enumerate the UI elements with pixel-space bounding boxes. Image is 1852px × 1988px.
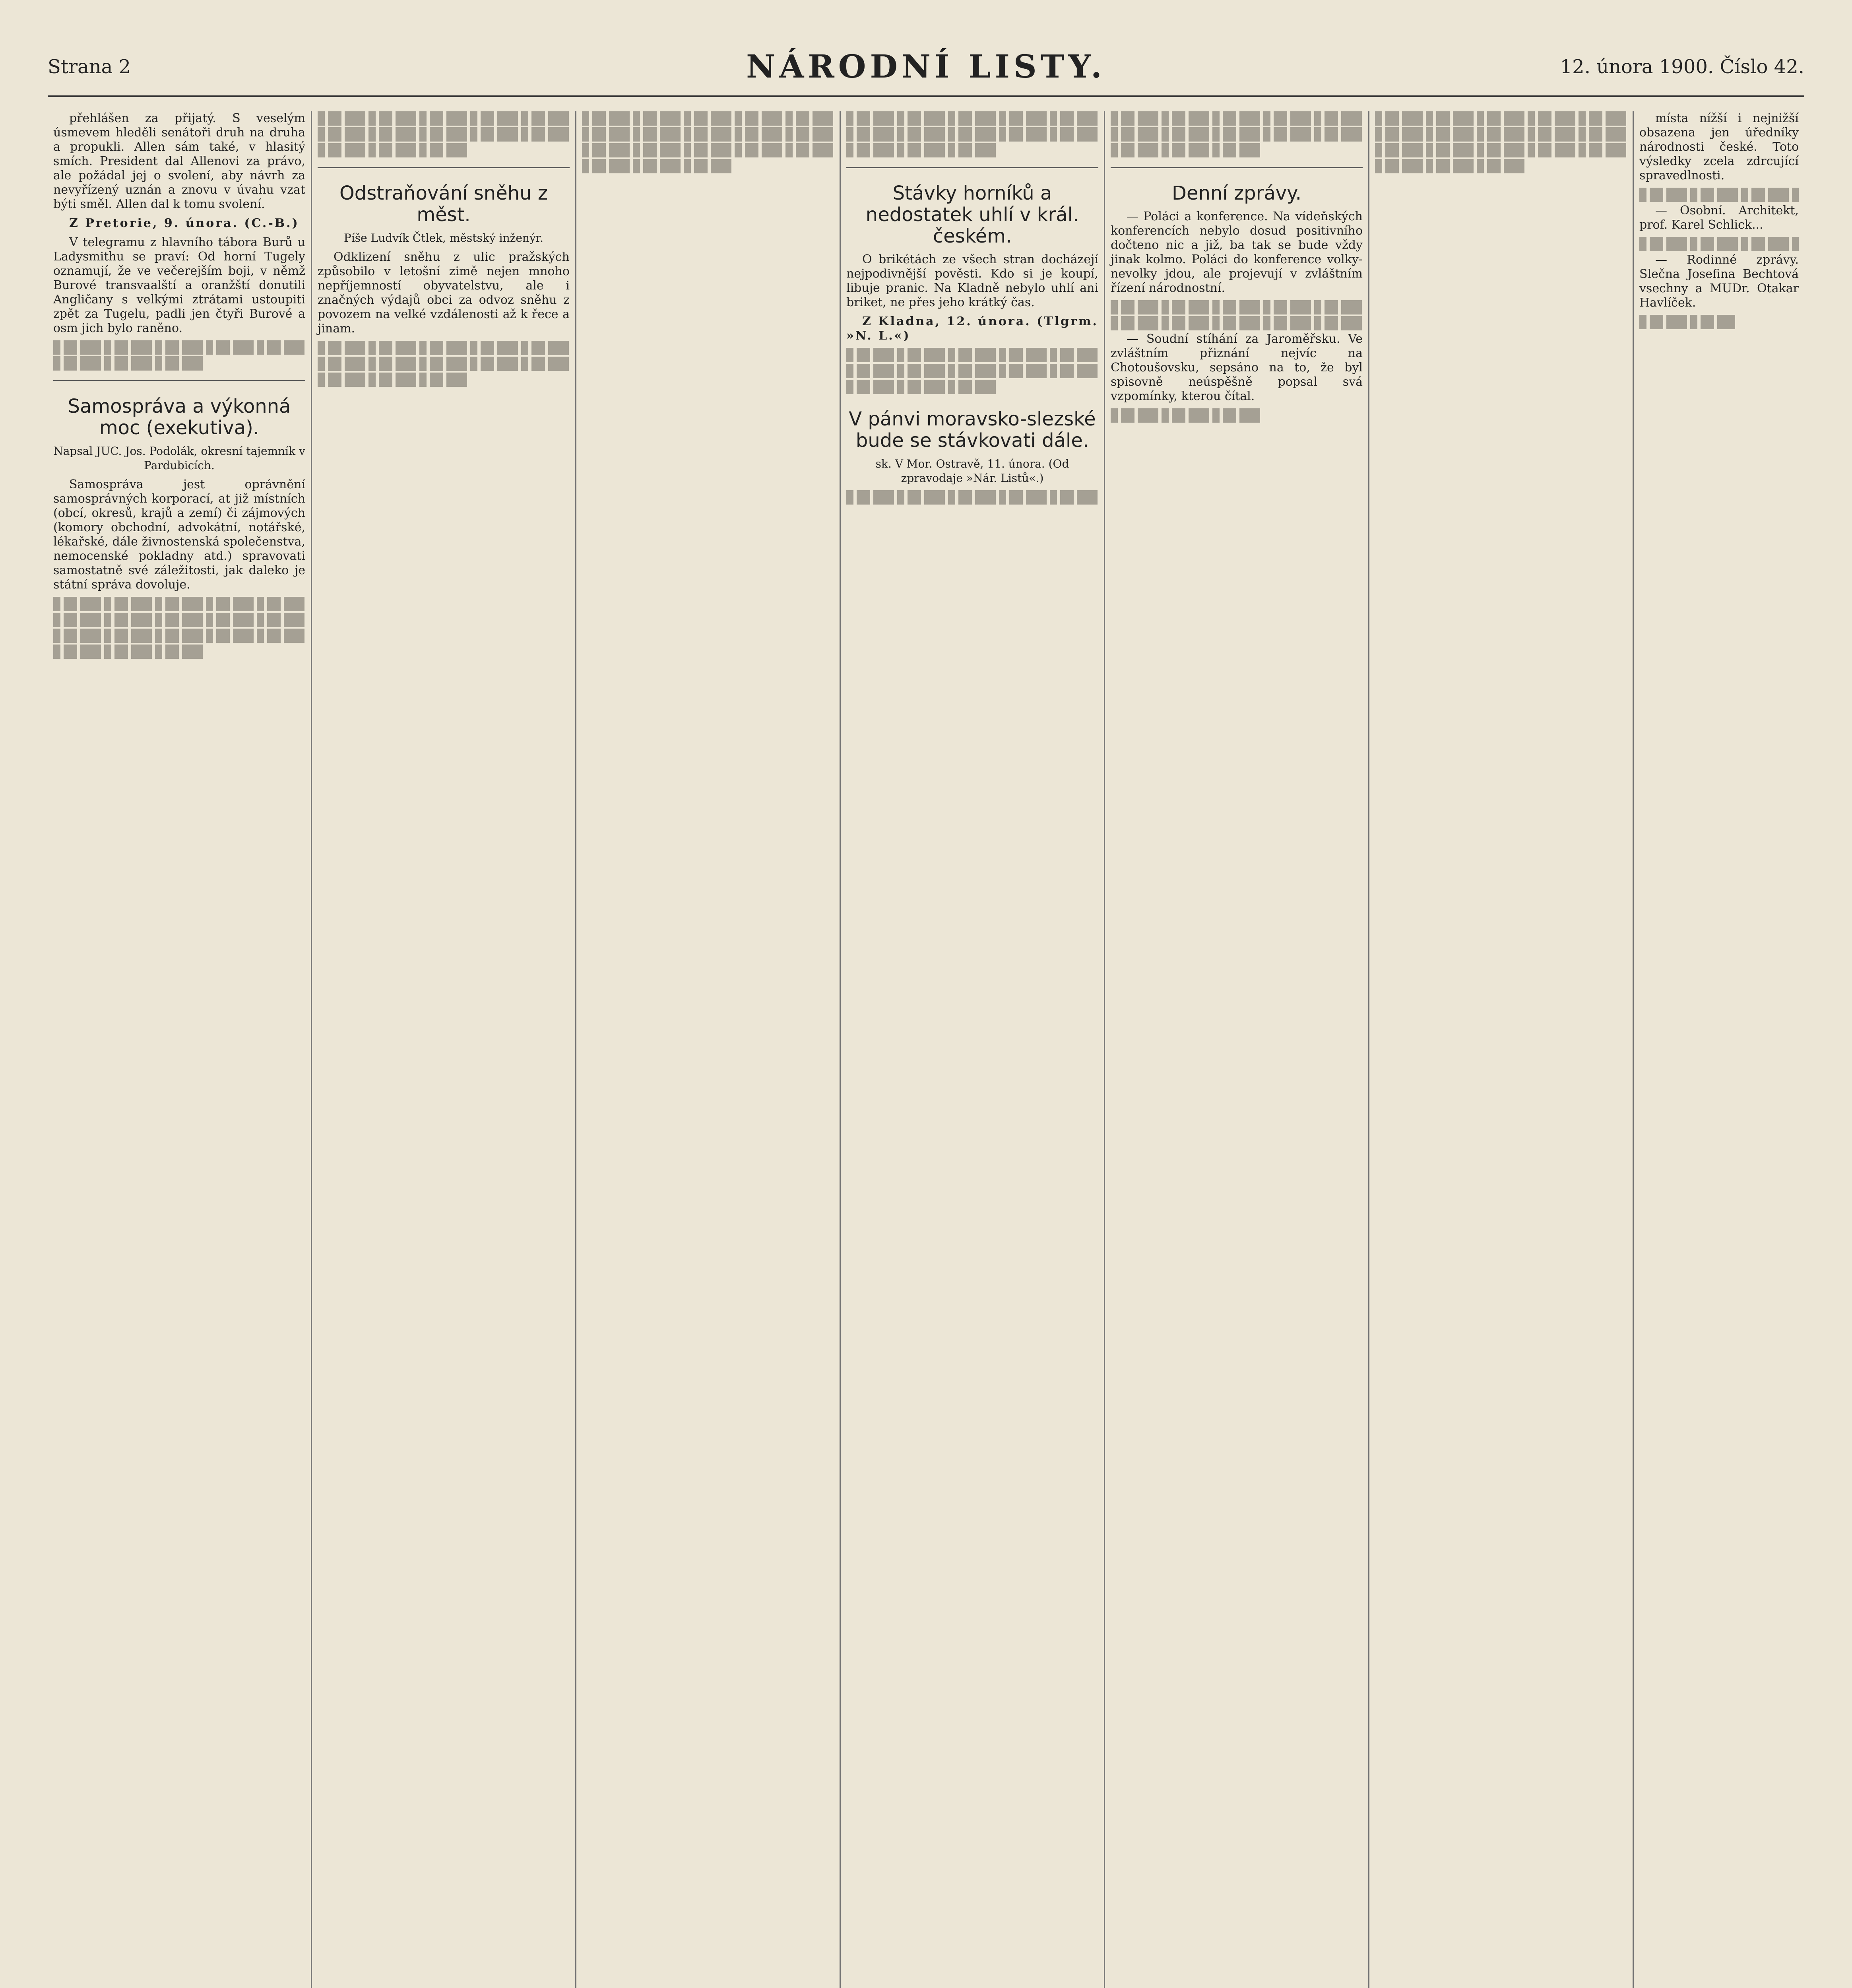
byline: sk. V Mor. Ostravě, 11. února. (Od zpravodaje »Nár. Listů«.) (875, 457, 1069, 485)
text-line (1639, 315, 1735, 329)
article-headline: Denní zprávy. (1172, 182, 1301, 204)
article-text: — Rodinné zprávy. Slečna Josefina Bechtová vsechny a MUDr. Otakar Havlíček. (1639, 253, 1799, 310)
column-4 (841, 111, 1105, 1988)
article-headline: Samospráva a výkonná moc (exekutiva). (68, 395, 291, 439)
article-text: Samospráva jest oprávnění samosprávných korporací, at již místních (obcí, okresů, krajů a zemí) či zájmových (komory obchodní, advokátní, notářské, lékařské, dále živnostenská společenstva, nemocenské pokladny atd.) spravovati samostatně své záležitosti, jak daleko je státní správa dovoluje. (53, 478, 305, 592)
text-line (1375, 111, 1627, 126)
article-text: — Poláci a konference. Na vídeňských konferencích nebylo dosud positivního dočteno nic a již, ba tak se bude vždy jinak kolmo. Poláci do konference volky-nevolky jdou, ale projevují v zvláštním řízení národnostní. (1111, 210, 1363, 295)
column-2 (312, 111, 576, 1988)
text-line (1111, 143, 1262, 157)
text-line (846, 364, 1098, 378)
text-line (318, 127, 570, 142)
text-line (53, 340, 305, 355)
byline: Napsal JUC. Jos. Podolák, okresní tajemník v Pardubicích. (53, 445, 305, 472)
issue-date-number: 12. února 1900. Číslo 42. (1560, 56, 1804, 78)
text-line (582, 143, 834, 157)
text-line (318, 143, 469, 157)
text-line (1375, 159, 1526, 173)
text-line (318, 111, 570, 126)
divider (1111, 167, 1363, 168)
text-line (318, 373, 469, 387)
text-line (1639, 237, 1799, 251)
column-3 (576, 111, 841, 1988)
article-text: V telegramu z hlavního tábora Burů u Ladysmithu se praví: Od horní Tugely oznamují, že ve večerejším boji, v němž Burové transvaalští a oranžští donutili Angličany s velkými ztrátami ustoupiti zpět za Tugelu, padli jen čtyři Burové a osm jich bylo raněno. (53, 235, 305, 335)
text-line (53, 613, 305, 627)
text-line (1111, 111, 1363, 126)
masthead (48, 48, 1804, 97)
column-1 (48, 111, 312, 1988)
text-line (1375, 143, 1627, 157)
text-line (53, 597, 305, 611)
text-line (53, 629, 305, 643)
article-text (846, 315, 1098, 343)
dateline: Z Pretorie, 9. února. (C.-B.) (69, 216, 299, 230)
text-line (1111, 408, 1262, 423)
text-line (582, 111, 834, 126)
text-line (53, 356, 204, 371)
article-text (53, 216, 305, 231)
text-line (1111, 316, 1363, 330)
page-label: Strana 2 (48, 56, 131, 78)
divider (318, 167, 570, 168)
column-5 (1105, 111, 1369, 1988)
column-6 (1369, 111, 1634, 1988)
text-line (1639, 188, 1799, 202)
text-line (1111, 127, 1363, 142)
text-line (846, 127, 1098, 142)
divider (846, 167, 1098, 168)
article-text: přehlášen za přijatý. S veselým úsmevem hleděli senátoři druh na druha a propukli. Allen sám také, v hlasitý smích. President dal Allenovi za právo, ale požádal jej o svolení, aby návrh za nevyřízený uznán a znovu v úvahu vzat býti směl. Allen dal k tomu svolení. (53, 111, 305, 211)
text-line (582, 127, 834, 142)
article-text: — Osobní. Architekt, prof. Karel Schlick... (1639, 204, 1799, 232)
article-text: místa nížší i nejnižší obsazena jen úředníky národnosti české. Toto výsledky zcela zdrcující spravedlnosti. (1639, 111, 1799, 182)
text-line (1111, 300, 1363, 315)
text-line (846, 143, 997, 157)
article-text: — Soudní stíhání za Jaroměřsku. Ve zvláštním přiznání nejvíc na Chotoušovsku, sepsáno na to, že byl spisovně neúspěšně popsal svá vzpomínky, kterou čítal. (1111, 332, 1363, 403)
text-line (1375, 127, 1627, 142)
divider (53, 380, 305, 381)
text-line (846, 348, 1098, 362)
article-text: Odklizení sněhu z ulic pražských způsobilo v letošní zimě nejen mnoho nepříjemností obyvatelstvu, ale i značných výdajů obci za odvoz sněhu z povozem na velké vzdálenosti až k řece a jinam. (318, 250, 570, 336)
article-subheadline: V pánvi moravsko-slezské bude se stávkovati dále. (849, 408, 1096, 452)
text-line (846, 380, 997, 394)
article-text: O brikétách ze všech stran docházejí nejpodivnější pověsti. Kdo si je koupí, libuje pranic. Na Kladně nebylo uhlí ani briket, ne přes jeho krátký čas. (846, 252, 1098, 309)
dateline: Z Kladna, 12. února. (Tlgrm. »N. L.«) (846, 315, 1098, 343)
byline: Píše Ludvík Čtlek, městský inženýr. (344, 231, 543, 245)
text-line (846, 111, 1098, 126)
text-line (318, 341, 570, 355)
text-line (318, 357, 570, 371)
text-line (582, 159, 733, 173)
newspaper-title: NÁRODNÍ LISTY. (746, 48, 1106, 85)
column-7 (1634, 111, 1804, 1988)
text-line (846, 490, 1098, 505)
article-headline: Stávky horníků a nedostatek uhlí v král. českém. (865, 182, 1079, 247)
article-headline: Odstraňování sněhu z měst. (339, 182, 548, 226)
text-line (53, 645, 204, 659)
